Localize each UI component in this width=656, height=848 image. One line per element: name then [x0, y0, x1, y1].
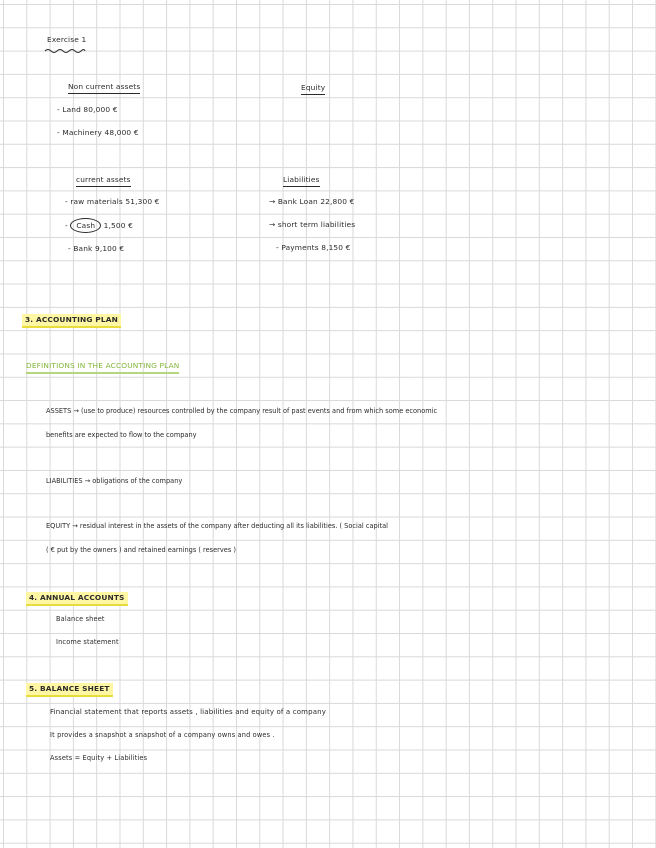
liability-item-short-term: → short term liabilities — [269, 220, 356, 229]
liability-item-bank-loan: → Bank Loan 22,800 € — [269, 197, 355, 206]
current-item-raw-materials: - raw materials 51,300 € — [65, 197, 160, 206]
section-5-heading: 5. BALANCE SHEET — [26, 683, 113, 697]
wavy-underline-icon — [44, 47, 86, 55]
cash-circled-word: Cash — [70, 218, 101, 233]
balance-sheet-definition-line-2: It provides a snapshot a snapshot of a company owns and owes . — [50, 731, 275, 739]
non-current-item-land: - Land 80,000 € — [57, 105, 118, 114]
assets-definition-line-2: benefits are expected to flow to the company — [46, 431, 197, 439]
equity-heading: Equity — [301, 83, 325, 95]
balance-sheet-definition-line-1: Financial statement that reports assets , liabilities and equity of a company — [50, 708, 327, 716]
liabilities-heading: Liabilities — [283, 175, 320, 187]
section-4-heading: 4. ANNUAL ACCOUNTS — [26, 592, 128, 606]
liability-item-payments: - Payments 8,150 € — [276, 243, 351, 252]
assets-definition-line-1: ASSETS → (use to produce) resources controlled by the company result of past events and from which some economic — [46, 407, 438, 415]
definitions-heading: DEFINITIONS IN THE ACCOUNTING PLAN — [26, 361, 179, 374]
section-3-heading: 3. ACCOUNTING PLAN — [22, 314, 121, 328]
non-current-item-machinery: - Machinery 48,000 € — [57, 128, 139, 137]
annual-accounts-item-balance-sheet: Balance sheet — [56, 615, 105, 623]
annual-accounts-item-income-statement: Income statement — [56, 638, 119, 646]
balance-sheet-equation: Assets = Equity + Liabilities — [50, 754, 148, 762]
equity-definition-line-2: ( € put by the owners ) and retained earnings ( reserves ) — [46, 546, 236, 554]
current-assets-heading: current assets — [76, 175, 131, 187]
cash-amount: 1,500 € — [103, 221, 133, 230]
non-current-assets-heading: Non current assets — [68, 82, 140, 94]
exercise-title: Exercise 1 — [47, 35, 87, 44]
liabilities-definition: LIABILITIES → obligations of the company — [46, 477, 183, 485]
current-item-cash: - Cash 1,500 € — [65, 221, 133, 231]
current-item-bank: - Bank 9,100 € — [68, 244, 125, 253]
equity-definition-line-1: EQUITY → residual interest in the assets of the company after deducting all its liabilities. ( Social capital — [46, 522, 388, 530]
